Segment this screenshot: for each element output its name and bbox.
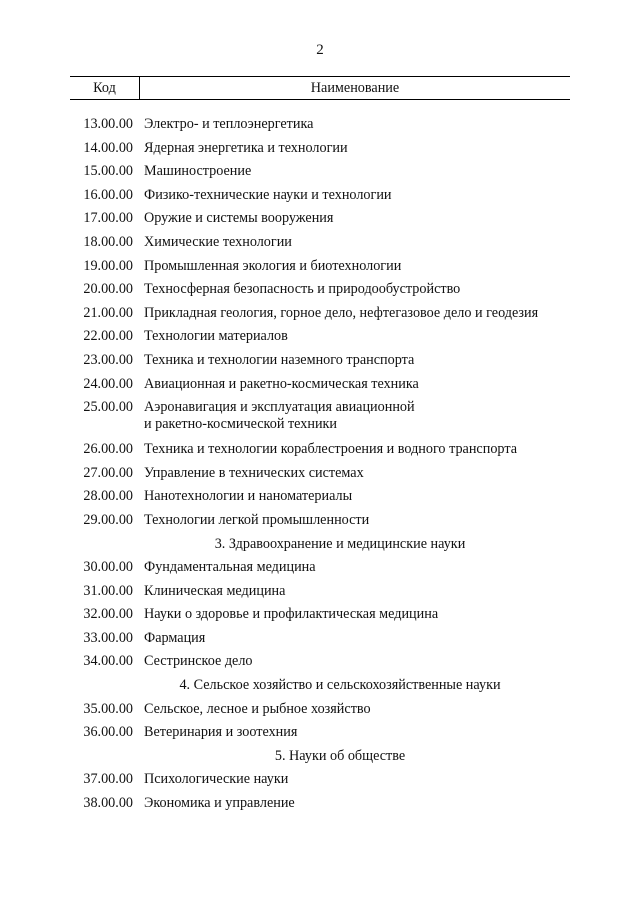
table-row bbox=[70, 376, 570, 400]
row-code: 21.00.00 bbox=[83, 304, 133, 321]
table-row bbox=[70, 701, 570, 725]
row-name: Физико-технические науки и технологии bbox=[144, 186, 392, 203]
row-code: 14.00.00 bbox=[83, 139, 133, 156]
row-code: 19.00.00 bbox=[83, 257, 133, 274]
table-row bbox=[70, 465, 570, 489]
table-row bbox=[70, 187, 570, 211]
row-code: 18.00.00 bbox=[83, 233, 133, 250]
table-row bbox=[70, 140, 570, 164]
table-row bbox=[70, 234, 570, 258]
table-row bbox=[70, 724, 570, 748]
row-code: 17.00.00 bbox=[83, 210, 133, 227]
code-column-header: Код bbox=[70, 77, 140, 99]
row-name: Техника и технологии кораблестроения и водного транспорта bbox=[144, 441, 517, 458]
row-name: Оружие и системы вооружения bbox=[144, 210, 334, 227]
row-code: 33.00.00 bbox=[83, 629, 133, 646]
table-row bbox=[70, 630, 570, 654]
row-name: Психологические науки bbox=[144, 771, 289, 788]
row-name: Фундаментальная медицина bbox=[144, 559, 316, 576]
table-row bbox=[70, 653, 570, 677]
row-name: Ядерная энергетика и технологии bbox=[144, 139, 348, 156]
table-row bbox=[70, 305, 570, 329]
row-code: 22.00.00 bbox=[83, 328, 133, 345]
row-name: Химические технологии bbox=[144, 233, 292, 250]
row-code: 31.00.00 bbox=[83, 582, 133, 599]
row-code: 20.00.00 bbox=[83, 281, 133, 298]
table-header bbox=[70, 76, 570, 100]
table-row bbox=[70, 583, 570, 607]
row-code: 13.00.00 bbox=[83, 116, 133, 132]
row-code: 34.00.00 bbox=[83, 653, 133, 670]
section-heading: 5. Науки об обществе bbox=[274, 747, 406, 764]
table-row bbox=[70, 559, 570, 583]
row-name: Техника и технологии наземного транспорта bbox=[144, 351, 415, 368]
row-code: 24.00.00 bbox=[83, 375, 133, 392]
table-row bbox=[70, 795, 570, 819]
row-code: 32.00.00 bbox=[83, 606, 133, 623]
row-name: Клиническая медицина bbox=[144, 582, 286, 599]
table-body bbox=[70, 116, 570, 819]
row-code: 25.00.00 bbox=[83, 399, 133, 416]
row-name: Электро- и теплоэнергетика bbox=[144, 116, 314, 132]
table-row bbox=[70, 488, 570, 512]
row-name: Прикладная геология, горное дело, нефтегазовое дело и геодезия bbox=[144, 304, 539, 321]
row-code: 28.00.00 bbox=[83, 488, 133, 505]
row-code: 38.00.00 bbox=[83, 795, 133, 812]
table-row bbox=[70, 328, 570, 352]
row-name: Технологии материалов bbox=[144, 328, 288, 345]
row-name: Фармация bbox=[144, 629, 206, 646]
row-code: 29.00.00 bbox=[83, 511, 133, 528]
row-code: 30.00.00 bbox=[83, 559, 133, 576]
table-row bbox=[70, 281, 570, 305]
row-name: Машиностроение bbox=[144, 163, 252, 180]
table-row bbox=[70, 258, 570, 282]
row-name: Ветеринария и зоотехния bbox=[144, 724, 298, 741]
row-name: Техносферная безопасность и природообустройство bbox=[144, 281, 461, 298]
table-row bbox=[70, 116, 570, 140]
table-row bbox=[70, 163, 570, 187]
row-name: Нанотехнологии и наноматериалы bbox=[144, 488, 353, 505]
row-code: 36.00.00 bbox=[83, 724, 133, 741]
row-code: 26.00.00 bbox=[83, 441, 133, 458]
row-name: Экономика и управление bbox=[144, 795, 295, 812]
row-code: 27.00.00 bbox=[83, 464, 133, 481]
row-code: 35.00.00 bbox=[83, 700, 133, 717]
table-row bbox=[70, 352, 570, 376]
row-name: Сельское, лесное и рыбное хозяйство bbox=[144, 700, 371, 717]
row-code: 15.00.00 bbox=[83, 163, 133, 180]
row-name: Авиационная и ракетно-космическая техника bbox=[144, 375, 419, 392]
row-name: Управление в технических системах bbox=[144, 464, 364, 481]
table-row bbox=[70, 771, 570, 795]
table-row bbox=[70, 606, 570, 630]
section-heading: 3. Здравоохранение и медицинские науки bbox=[214, 535, 466, 552]
row-name: Аэронавигация и эксплуатация авиационной и ракетно-космической техники bbox=[144, 399, 415, 433]
row-code: 37.00.00 bbox=[83, 771, 133, 788]
row-name: Науки о здоровье и профилактическая медицина bbox=[144, 606, 439, 623]
table-row bbox=[70, 399, 570, 441]
table-row bbox=[70, 210, 570, 234]
row-code: 16.00.00 bbox=[83, 186, 133, 203]
section-heading: 4. Сельское хозяйство и сельскохозяйственные науки bbox=[179, 677, 501, 694]
page-number: 2 bbox=[316, 42, 324, 58]
row-name: Технологии легкой промышленности bbox=[144, 511, 370, 528]
table-row bbox=[70, 441, 570, 465]
row-name: Сестринское дело bbox=[144, 653, 253, 670]
name-column-header: Наименование bbox=[310, 79, 400, 96]
row-code: 23.00.00 bbox=[83, 351, 133, 368]
row-name: Промышленная экология и биотехнологии bbox=[144, 257, 402, 274]
table-row bbox=[70, 512, 570, 536]
